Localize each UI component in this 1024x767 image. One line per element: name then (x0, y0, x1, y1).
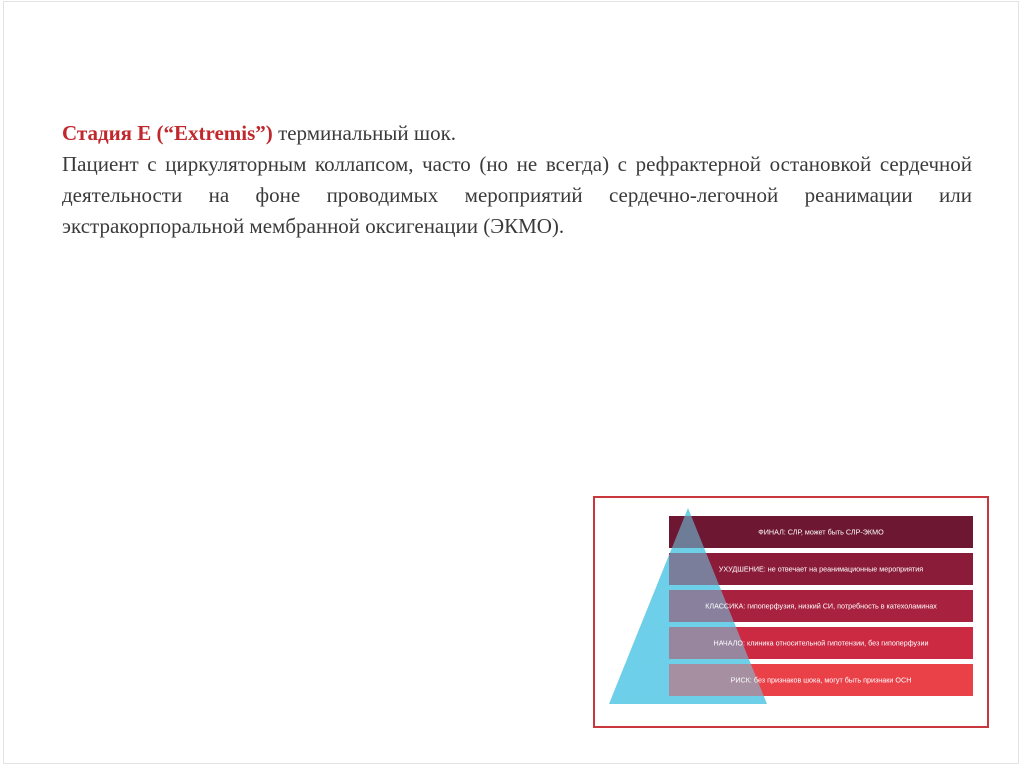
stage-subtitle: терминальный шок. (272, 121, 457, 145)
pyramid-bar-label: РИСК: без признаков шока, могут быть признаки ОСН (730, 675, 912, 685)
pyramid-bar-label: ФИНАЛ: СЛР, может быть СЛР-ЭКМО (758, 527, 884, 537)
shock-stages-pyramid (593, 496, 989, 728)
pyramid-bar-label: УХУДШЕНИЕ: не отвечает на реанимационные мероприятия (718, 564, 924, 574)
stage-description: Пациент с циркуляторным коллапсом, часто (но не всегда) с рефрактерной остановкой сердечной деятельности на фоне проводимых мероприятий сердечно-легочной реанимации или экстракорпоральной мембранной оксигенации (ЭКМО). (62, 152, 972, 238)
stage-title: Стадия Е (“Extremis”) (62, 121, 273, 145)
pyramid-diagram (595, 498, 987, 726)
stage-heading (62, 118, 972, 149)
pyramid-bar-label: КЛАССИКА: гипоперфузия, низкий СИ, потребность в катехоламинах (705, 601, 937, 611)
slide-text (62, 118, 972, 242)
pyramid-bar-label: НАЧАЛО: клиника относительной гипотензии, без гипоперфузии (713, 638, 929, 648)
